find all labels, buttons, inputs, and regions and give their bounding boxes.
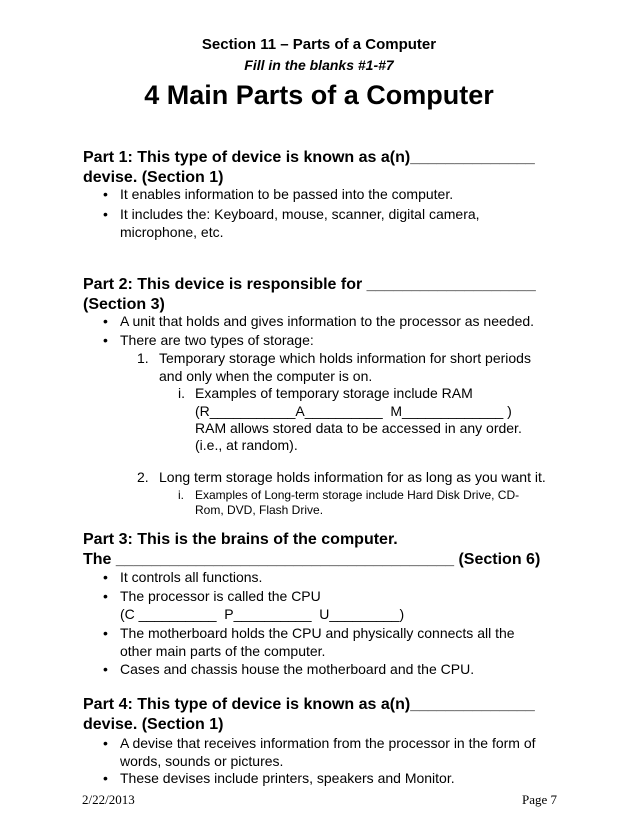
part1-heading-line2: devise. (Section 1) — [83, 169, 224, 186]
bullet-dot-icon: • — [103, 186, 108, 202]
part2-sub-i2-number: i. — [178, 488, 184, 502]
part2-item1-line1: Temporary storage which holds information for short periods — [159, 350, 531, 366]
part4-bullet-2: These devises include printers, speakers and Monitor. — [120, 770, 455, 786]
part2-sub-i-number: i. — [178, 385, 185, 401]
part4-bullet-1-cont: words, sounds or pictures. — [120, 753, 284, 769]
part1-heading — [83, 148, 573, 188]
bullet-dot-icon: • — [103, 332, 108, 348]
part2-item2-line1: Long term storage holds information for as long as you want it. — [159, 469, 546, 485]
part2-item1-line2: and only when the computer is on. — [159, 368, 373, 384]
footer-page-number: Page 7 — [522, 792, 558, 807]
bullet-dot-icon: • — [103, 206, 108, 222]
part2-sub-i2-line2: Rom, DVD, Flash Drive. — [195, 503, 324, 517]
bullet-dot-icon: • — [103, 770, 108, 786]
bullet-dot-icon: • — [103, 588, 108, 604]
part4-heading-line1: Part 4: This type of device is known as a(n)______________ — [83, 696, 535, 713]
part3-heading — [83, 530, 573, 570]
bullet-dot-icon: • — [103, 625, 108, 641]
part3-bullet-3-cont: other main parts of the computer. — [120, 643, 326, 659]
part1-bullet-1: It enables information to be passed into the computer. — [120, 186, 454, 202]
part3-bullet-1: It controls all functions. — [120, 569, 263, 585]
bullet-dot-icon: • — [103, 735, 108, 751]
part2-bullet-1: A unit that holds and gives information to the processor as needed. — [120, 313, 535, 329]
footer-date: 2/22/2013 — [82, 792, 135, 807]
part2-bullet-2: There are two types of storage: — [120, 332, 314, 348]
part1-bullet-2: It includes the: Keyboard, mouse, scanner, digital camera, — [120, 206, 480, 222]
bullet-dot-icon: • — [103, 661, 108, 677]
part2-heading — [83, 275, 573, 315]
part2-item1-number: 1. — [137, 350, 149, 366]
ram-fill-in-blank: (R___________A__________ M_____________ ) — [195, 403, 512, 419]
part1-bullet-2-cont: microphone, etc. — [120, 224, 224, 240]
part3-heading-line2: The ______________________________________ (Section 6) — [83, 551, 541, 568]
bullet-dot-icon: • — [103, 569, 108, 585]
part3-bullet-3: The motherboard holds the CPU and physically connects all the — [120, 625, 515, 641]
page-title: 4 Main Parts of a Computer — [144, 80, 494, 110]
part2-sub-i-line1: Examples of temporary storage include RAM — [195, 385, 473, 401]
bullet-dot-icon: • — [103, 313, 108, 329]
part3-heading-line1: Part 3: This is the brains of the computer. — [83, 531, 398, 548]
part3-bullet-2: The processor is called the CPU — [120, 588, 321, 604]
cpu-fill-in-blank: (C __________ P__________ U_________) — [120, 606, 405, 622]
part2-heading-line2: (Section 3) — [83, 296, 165, 313]
instructions-subtitle: Fill in the blanks #1-#7 — [244, 57, 394, 73]
part2-sub-i2-line1: Examples of Long-term storage include Hard Disk Drive, CD- — [195, 488, 520, 502]
part4-bullet-1: A devise that receives information from the processor in the form of — [120, 735, 536, 751]
section-heading: Section 11 – Parts of a Computer — [201, 36, 437, 53]
part3-bullet-4: Cases and chassis house the motherboard and the CPU. — [120, 661, 475, 677]
part4-heading — [83, 695, 573, 735]
part4-heading-line2: devise. (Section 1) — [83, 716, 224, 733]
part2-heading-line1: Part 2: This device is responsible for ___________________ — [83, 276, 536, 293]
part2-sub-i-line3: RAM allows stored data to be accessed in any order. — [195, 420, 522, 436]
part2-item2-number: 2. — [137, 469, 149, 485]
part1-heading-line1: Part 1: This type of device is known as a(n)______________ — [83, 149, 535, 166]
part2-sub-i-line4: (i.e., at random). — [195, 437, 298, 453]
